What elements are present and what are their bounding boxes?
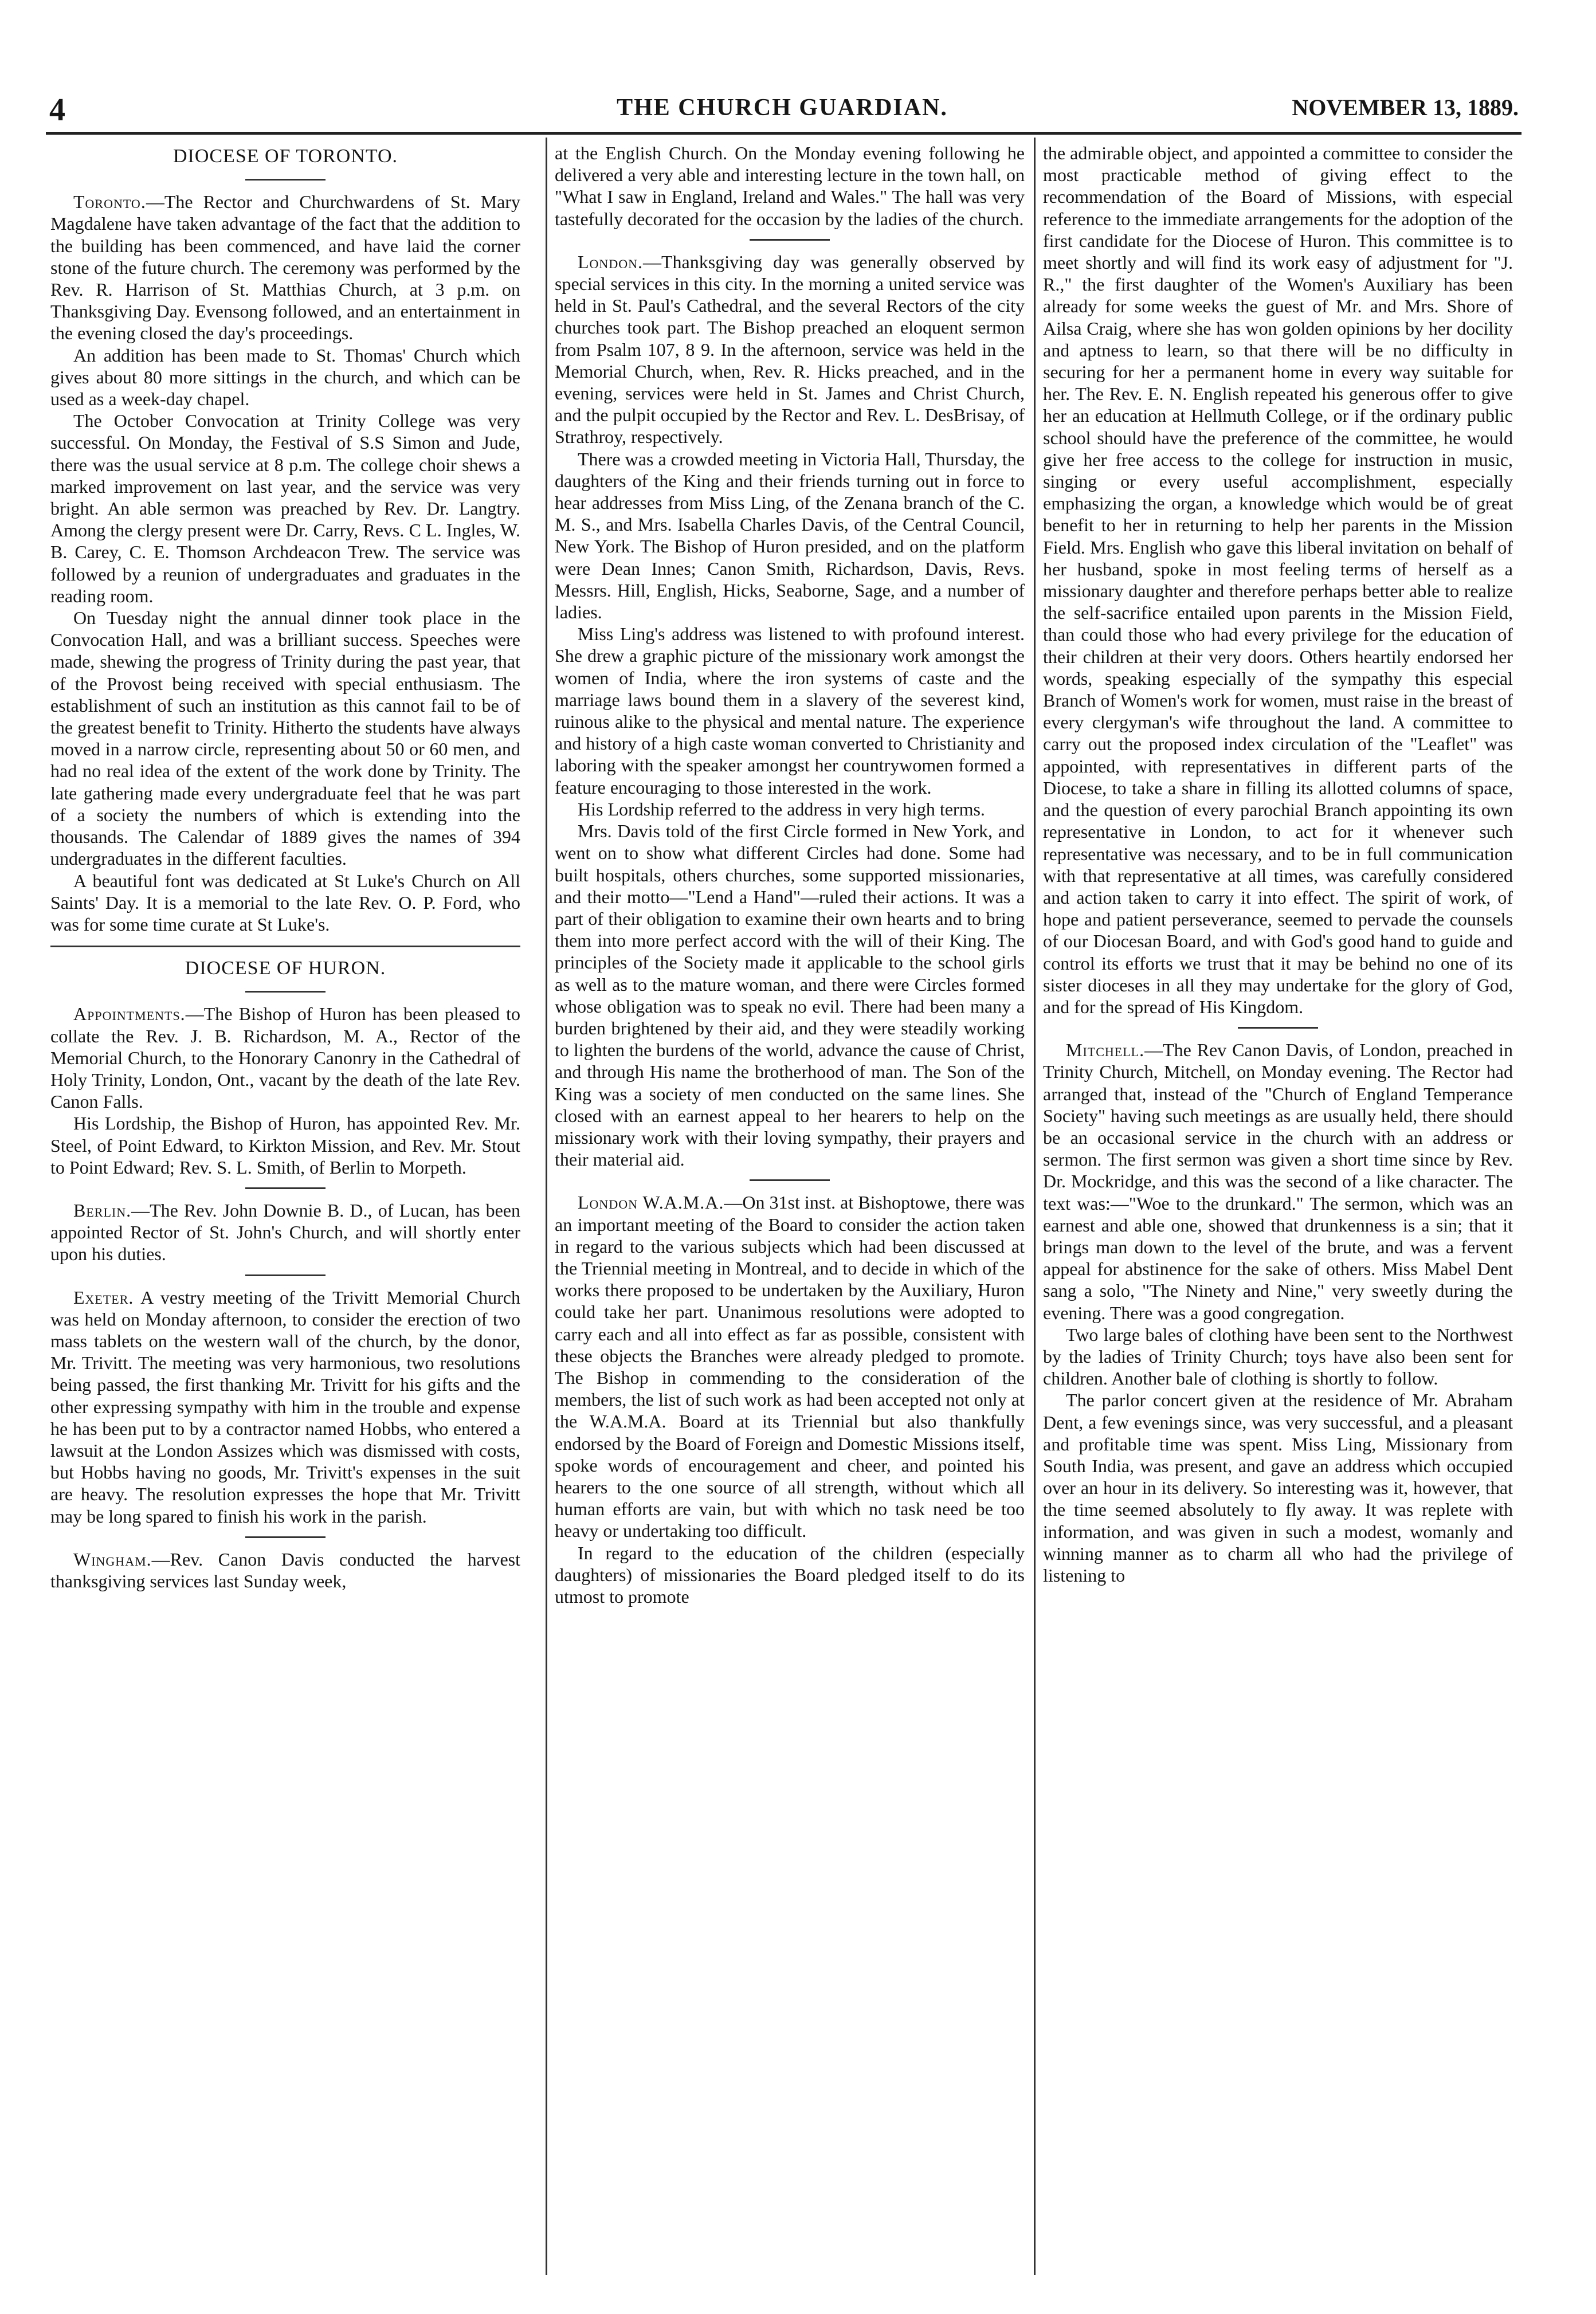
section-rule [50,946,520,947]
article-paragraph: On Tuesday night the annual dinner took place in the Convocation Hall, and was a brilliant success. Speeches were made, shewing the progress of Trinity during the past year, that of the Provost being received with special enthusiasm. The establishment of such an institution as this cannot fail to be of the greatest benefit to Trinity. Hitherto the students have always moved in a narrow circle, representing about 50 or 60 men, and had no real idea of the extent of the work done by Trinity. The late gathering made every undergraduate feel that he was part of a society the numbers of which is extending into the thousands. The Calendar of 1889 gives the names of 394 undergraduates in the different faculties. [50,607,520,869]
short-rule [245,179,326,181]
short-rule [245,1187,326,1189]
article-lead: Mitchell. [1066,1040,1145,1061]
column-1 [50,142,520,2268]
issue-date: NOVEMBER 13, 1889. [1292,95,1519,120]
short-rule [245,991,326,993]
article-paragraph: His Lordship referred to the address in very high terms. [578,798,985,819]
section-heading-huron: DIOCESE OF HURON. [185,958,386,979]
article-lead: Appointments. [73,1003,186,1025]
article-paragraph: Exeter. A vestry meeting of the Trivitt Memorial Church was held on Monday afternoon, to consider the erection of two mass tablets on the western wall of the church, by the donor, Mr. Trivitt. The meeting was very harmonious, two resolutions being passed, the first thanking Mr. Trivitt for his gifts and the other expressing sympathy with him in the trouble and expense he has been put to by a contractor named Hobbs, who entered a lawsuit at the London Assizes which was dismissed with costs, but Hobbs having no goods, Mr. Trivitt's expenses in the suit are heavy. The resolution expresses the hope that Mr. Trivitt may be long spared to finish his work in the parish. [50,1287,520,1527]
article-paragraph: The October Convocation at Trinity College was very successful. On Monday, the Festival of S.S Simon and Jude, there was the usual service at 8 p.m. The college choir shews a marked improvement on last year, and the service was very bright. An able sermon was preached by Rev. Dr. Langtry. Among the clergy present were Dr. Carry, Revs. C L. Ingles, W. B. Carey, C. E. Thomson Archdeacon Trew. The service was followed by a reunion of undergraduates and graduates in the reading room. [50,410,520,606]
article-paragraph: Appointments.—The Bishop of Huron has been pleased to collate the Rev. J. B. Richardson, M. A., Rector of the Memorial Church, to the Honorary Canonry in the Cathedral of Holy Trinity, London, Ont., vacant by the death of the late Rev. Canon Falls. [50,1003,520,1112]
article-paragraph: His Lordship, the Bishop of Huron, has appointed Rev. Mr. Steel, of Point Edward, to Kirkton Mission, and Rev. Mr. Stout to Point Edward; Rev. S. L. Smith, of Berlin to Morpeth. [50,1113,520,1178]
section-heading-toronto: DIOCESE OF TORONTO. [172,146,398,167]
masthead-rule [46,132,1522,135]
article-paragraph: the admirable object, and appointed a committee to consider the most practicable method of giving effect to the recommendation of the Board of Missions, with especial reference to the immediate arrangements for the adoption of the first candidate for the Diocese of Huron. This committee is to meet shortly and will find its work easy of adjustment for "J. R.," the first daughter of the Women's Auxiliary has been already for some weeks the guest of Mr. and Mrs. Shore of Ailsa Craig, where she has won golden opinions by her docility and aptness to learn, so that there will be no difficulty in securing for her a permanent home in every way suitable for her. The Rev. E. N. English repeated his generous offer to give her an education at Hellmuth College, or if the ordinary public school should have the preference of the committee, he would give her free access to the college for instruction in music, singing or every useful accomplishment, especially emphasizing the organ, a knowledge which would be of great benefit to her in returning to help her parents in the Mission Field. Mrs. English who gave this liberal invitation on behalf of her husband, spoke in most feeling terms of herself as a missionary daughter and therefore perhaps better able to realize the self-sacrifice entailed upon parents in the Mission Field, than could those who had every privilege for the education of their children at their very doors. Others heartily endorsed her words, speaking especially of the sympathy this especial Branch of Women's work for women, must raise in the breast of every clergyman's wife throughout the land. A committee to carry out the proposed index circulation of the "Leaflet" was appointed, with representatives in different parts of the Diocese, to take a share in filling its allotted columns of space, and the question of every parochial Branch appointing its own representative in London, to act for it whenever such representative was necessary, and to be in full communication with that representative at all times, was carefully considered and action taken to carry it into effect. The spirit of work, of hope and patient perseverance, seemed to pervade the counsels of our Diocesan Board, and with God's good hand to guide and control its efforts we trust that it may be behind no one of its sister dioceses in all they may undertake for the glory of God, and for the spread of His Kingdom. [1043,143,1513,1017]
column-rule-2 [1034,138,1036,2275]
article-paragraph: In regard to the education of the children (especially daughters) of missionaries the Board pledged itself to do its utmost to promote [555,1542,1025,1607]
short-rule [1238,1027,1318,1029]
article-paragraph: Miss Ling's address was listened to with profound interest. She drew a graphic picture of the missionary work amongst the women of India, where the iron systems of caste and the marriage laws bound them in a slavery of the severest kind, ruinous alike to the physical and mental nature. The experience and history of a high caste woman converted to Christianity and laboring with the speaker amongst her countrywomen formed a feature encouraging to those interested in the work. [555,623,1025,798]
short-rule [750,1179,830,1181]
article-lead: Berlin. [73,1199,132,1221]
article-lead: London W.A.M.A. [578,1192,724,1213]
article-paragraph: Wingham.—Rev. Canon Davis conducted the harvest thanksgiving services last Sunday week, [50,1548,520,1591]
page-number: 4 [49,92,65,128]
paper-title: THE CHURCH GUARDIAN. [617,95,948,121]
masthead [46,91,1519,131]
article-paragraph: Berlin.—The Rev. John Downie B. D., of Lucan, has been appointed Rector of St. John's Church, and will shortly enter upon his duties. [50,1199,520,1265]
article-paragraph: London.—Thanksgiving day was generally observed by special services in this city. In the morning a united service was held in St. Paul's Cathedral, and the several Rectors of the city churches took part. The Bishop preached an eloquent sermon from Psalm 107, 8 9. In the afternoon, service was held in the Memorial Church, when, Rev. R. Hicks preached, and in the evening, services were held in St. James and Christ Church, and the pulpit occupied by the Rector and Rev. L. DesBrisay, of Strathroy, respectively. [555,251,1025,448]
short-rule [245,1274,326,1276]
article-paragraph: Mrs. Davis told of the first Circle formed in New York, and went on to show what different Circles had done. Some had built hospitals, others churches, some supported missionaries, and their motto—"Lend a Hand"—ruled their actions. It was a part of their obligation to examine their own hearts and to bring them into more perfect accord with the will of their King. The principles of the Society made it applicable to the school girls as well as to the mature woman, and there were Circles formed whose obligation was to speak no evil. There had been many a burden brightened by their aid, and they were steadily working to lighten the burdens of the world, advance the cause of Christ, and through His name the brotherhood of man. The Son of the King was a society of men conducted on the same lines. She closed with an earnest appeal to her hearers to help on the missionary work with their loving sympathy, their prayers and their material aid. [555,821,1025,1170]
short-rule [245,1536,326,1538]
article-paragraph: Mitchell.—The Rev Canon Davis, of London, preached in Trinity Church, Mitchell, on Monday evening. The Rector had arranged that, instead of the "Church of England Temperance Society" having such meetings as are usually held, there should be an occasional service in the church with an address or sermon. The first sermon was given a short time since by Rev. Dr. Mockridge, and this was the second of a like character. The text was:—"Woe to the drunkard." The sermon, which was an earnest and able one, showed that drunkenness is a sin; that it brings man down to the level of the brute, and was a fervent appeal for abstinence for the sake of others. Miss Mabel Dent sang a solo, "The Ninety and Nine," very sweetly during the evening. There was a good congregation. [1043,1040,1513,1323]
article-paragraph: A beautiful font was dedicated at St Luke's Church on All Saints' Day. It is a memorial to the late Rev. O. P. Ford, who was for some time curate at St Luke's. [50,870,520,935]
article-lead: London. [578,251,643,272]
article-paragraph: There was a crowded meeting in Victoria Hall, Thursday, the daughters of the King and their friends turning out in force to hear addresses from Miss Ling, of the Zenana branch of the C. M. S., and Mrs. Isabella Charles Davis, of the Central Council, New York. The Bishop of Huron presided, and on the platform were Dean Innes; Canon Smith, Richardson, Davis, Revs. Messrs. Hill, English, Hicks, Seaborne, Sage, and a number of ladies. [555,448,1025,623]
column-2 [555,142,1025,2268]
column-rule-1 [546,138,547,2275]
article-lead: Exeter. [73,1287,134,1308]
article-paragraph: at the English Church. On the Monday evening following he delivered a very able and interesting lecture in the town hall, on "What I saw in England, Ireland and Wales." The hall was very tastefully decorated for the occasion by the ladies of the church. [555,143,1025,229]
short-rule [750,239,830,241]
article-paragraph: London W.A.M.A.—On 31st inst. at Bishoptowe, there was an important meeting of the Board to consider the action taken in regard to the various subjects which had been discussed at the Triennial meeting in Montreal, and to decide in which of the works there proposed to be undertaken by the Auxiliary, Huron could take her part. Unanimous resolutions were adopted to carry each and all into effect as far as possible, consistent with these objects the Branches were already pledged to promote. The Bishop in commending to the consideration of the members, the list of such work as had been accepted not only at the W.A.M.A. Board at its Triennial but also thankfully endorsed by the Board of Foreign and Domestic Missions itself, spoke words of encouragement and cheer, and pointed his hearers to the one source of all strength, without which all human efforts are vain, but with which no task need be too heavy or undertaking too difficult. [555,1192,1025,1542]
article-paragraph: Two large bales of clothing have been sent to the Northwest by the ladies of Trinity Church; toys have also been sent for children. Another bale of clothing is shortly to follow. [1043,1324,1513,1389]
article-paragraph: An addition has been made to St. Thomas' Church which gives about 80 more sittings in the church, and which can be used as a week-day chapel. [50,344,520,410]
article-lead: Toronto. [73,191,146,213]
article-paragraph: Toronto.—The Rector and Churchwardens of St. Mary Magdalene have taken advantage of the fact that the addition to the building has been commenced, and have laid the corner stone of the future church. The ceremony was performed by the Rev. R. Harrison of St. Matthias Church, at 3 p.m. on Thanksgiving Day. Evensong followed, and an entertainment in the evening closed the day's proceedings. [50,191,520,344]
column-3 [1043,142,1513,2268]
article-paragraph: The parlor concert given at the residence of Mr. Abraham Dent, a few evenings since, was very successful, and a pleasant and profitable time was spent. Miss Ling, Missionary from South India, was present, and gave an address which occupied over an hour in its delivery. So interesting was it, however, that the time seemed absolutely to fly away. It was replete with information, and was given in such a modest, womanly and winning manner as to charm all who had the privilege of listening to [1043,1390,1513,1586]
article-lead: Wingham. [73,1548,152,1570]
